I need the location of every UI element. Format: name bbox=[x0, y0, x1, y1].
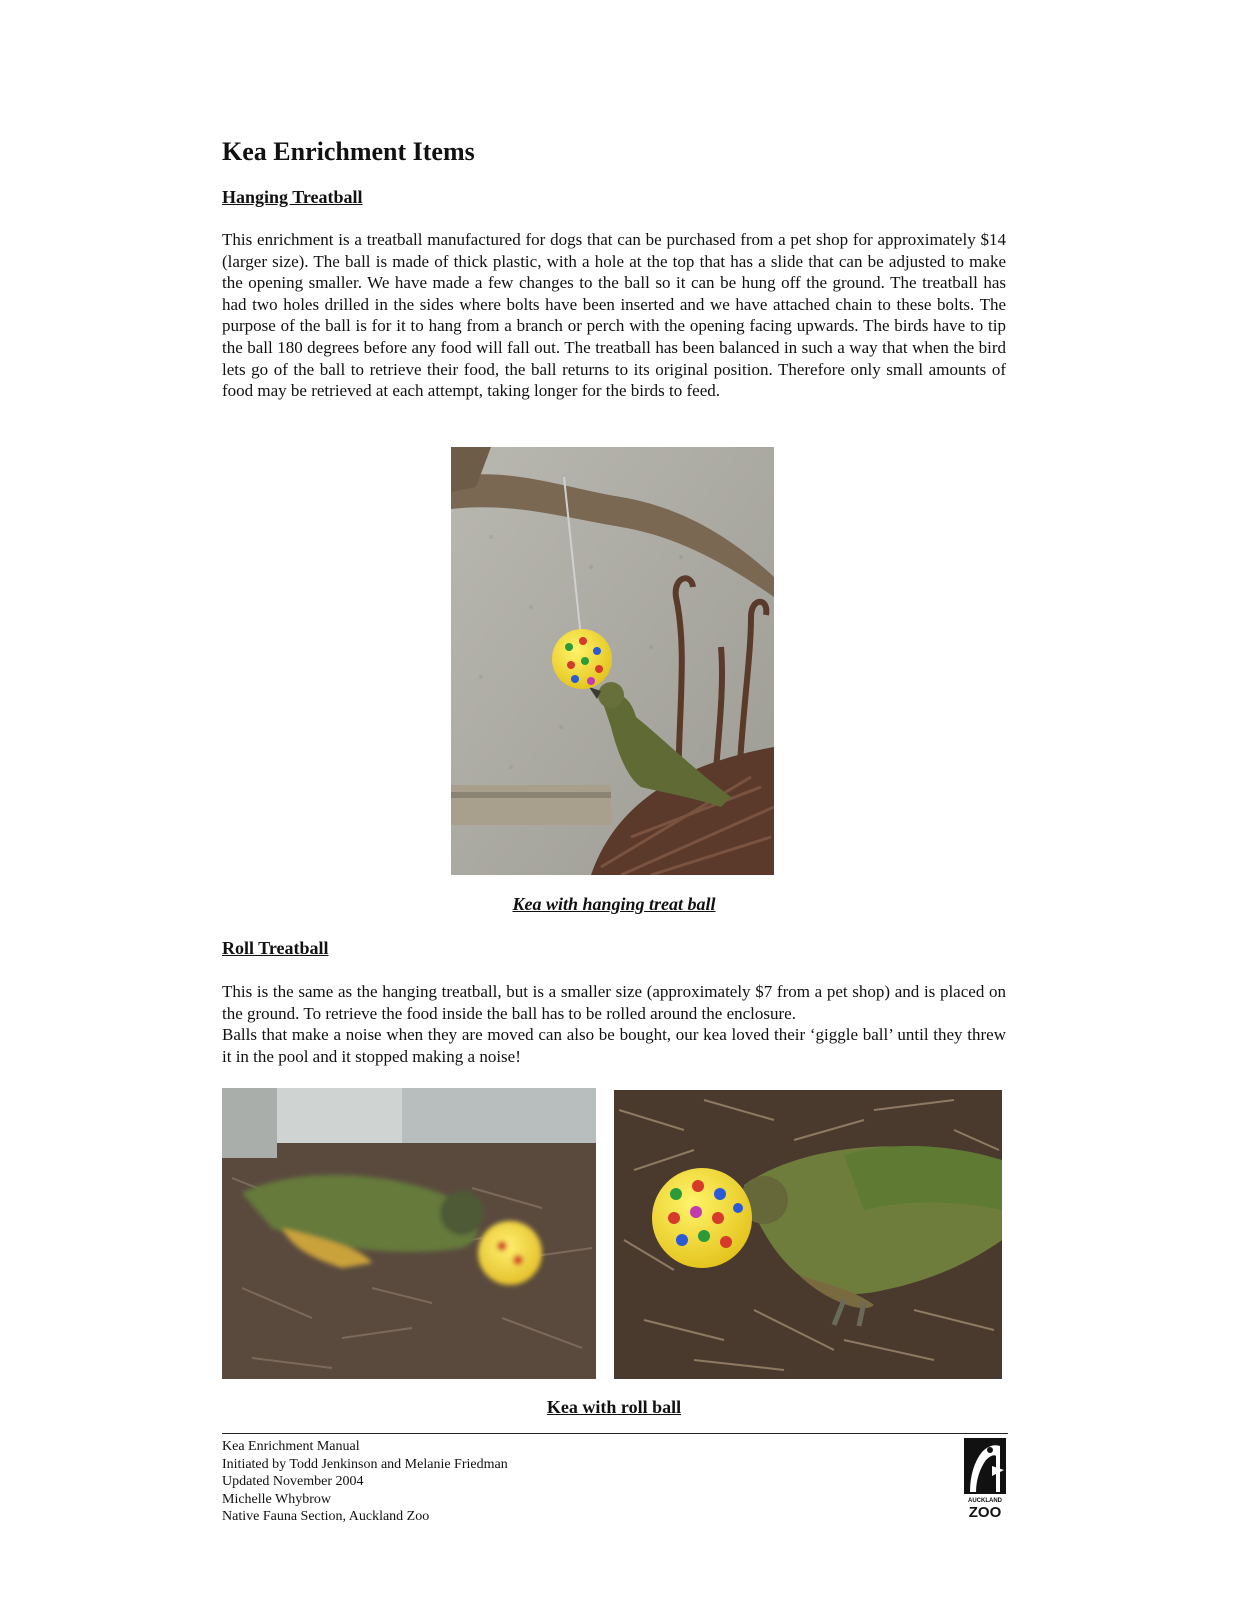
caption-roll-ball: Kea with roll ball bbox=[546, 1397, 682, 1417]
hanging-treatball-text: This enrichment is a treatball manufactured for dogs that can be purchased from a pet shop for approximately $14 (larger size). The ball is made of thick plastic, with a hole at the top that has a slide that can be adjusted to make the opening smaller. We have made a few changes to the ball so it can be hung off the ground. The treatball has had two holes drilled in the sides where bolts have been inserted and we have attached chain to these bolts. The purpose of the ball is for it to hang from a branch or perch with the opening facing upwards. The birds have to tip the ball 180 degrees before any food will fall out. The treatball has been balanced in such a way that when the bird lets go of the ball to retrieve their food, the ball returns to its original position. Therefore only small amounts of food may be retrieved at each attempt, taking longer for the birds to feed. bbox=[222, 230, 1006, 401]
logo-top-text: AUCKLAND bbox=[968, 1498, 1002, 1504]
hanging-treatball-paragraph bbox=[222, 229, 1006, 402]
photo-kea-roll-ball-right bbox=[614, 1090, 1002, 1379]
caption-hanging-treat-ball: Kea with hanging treat ball bbox=[512, 894, 716, 914]
footer bbox=[222, 1438, 508, 1526]
footer-updated-date: Updated November 2004 bbox=[222, 1474, 364, 1489]
footer-divider bbox=[222, 1433, 1008, 1434]
photo-kea-roll-ball-left bbox=[222, 1088, 596, 1379]
roll-treatball-text-1: This is the same as the hanging treatball, but is a smaller size (approximately $7 from a pet shop) and is placed on the ground. To retrieve the food inside the ball has to be rolled around the enclosure. bbox=[222, 982, 1006, 1023]
roll-treatball-text-2: Balls that make a noise when they are moved can also be bought, our kea loved their ‘giggle ball’ until they threw it in the pool and it stopped making a noise! bbox=[222, 1025, 1006, 1066]
footer-author: Michelle Whybrow bbox=[222, 1491, 331, 1507]
logo-bottom-text: ZOO bbox=[968, 1504, 1002, 1520]
auckland-zoo-logo-icon bbox=[962, 1436, 1008, 1520]
roll-treatball-paragraph bbox=[222, 981, 1006, 1067]
footer-initiated-by: Initiated by Todd Jenkinson and Melanie Friedman bbox=[222, 1456, 508, 1472]
photo-kea-hanging-ball bbox=[451, 447, 774, 875]
footer-manual-title: Kea Enrichment Manual bbox=[222, 1439, 360, 1454]
page-title: Kea Enrichment Items bbox=[222, 137, 475, 166]
section-heading-roll-treatball: Roll Treatball bbox=[222, 938, 329, 958]
footer-section: Native Fauna Section, Auckland Zoo bbox=[222, 1509, 430, 1524]
section-heading-hanging-treatball: Hanging Treatball bbox=[222, 187, 363, 207]
